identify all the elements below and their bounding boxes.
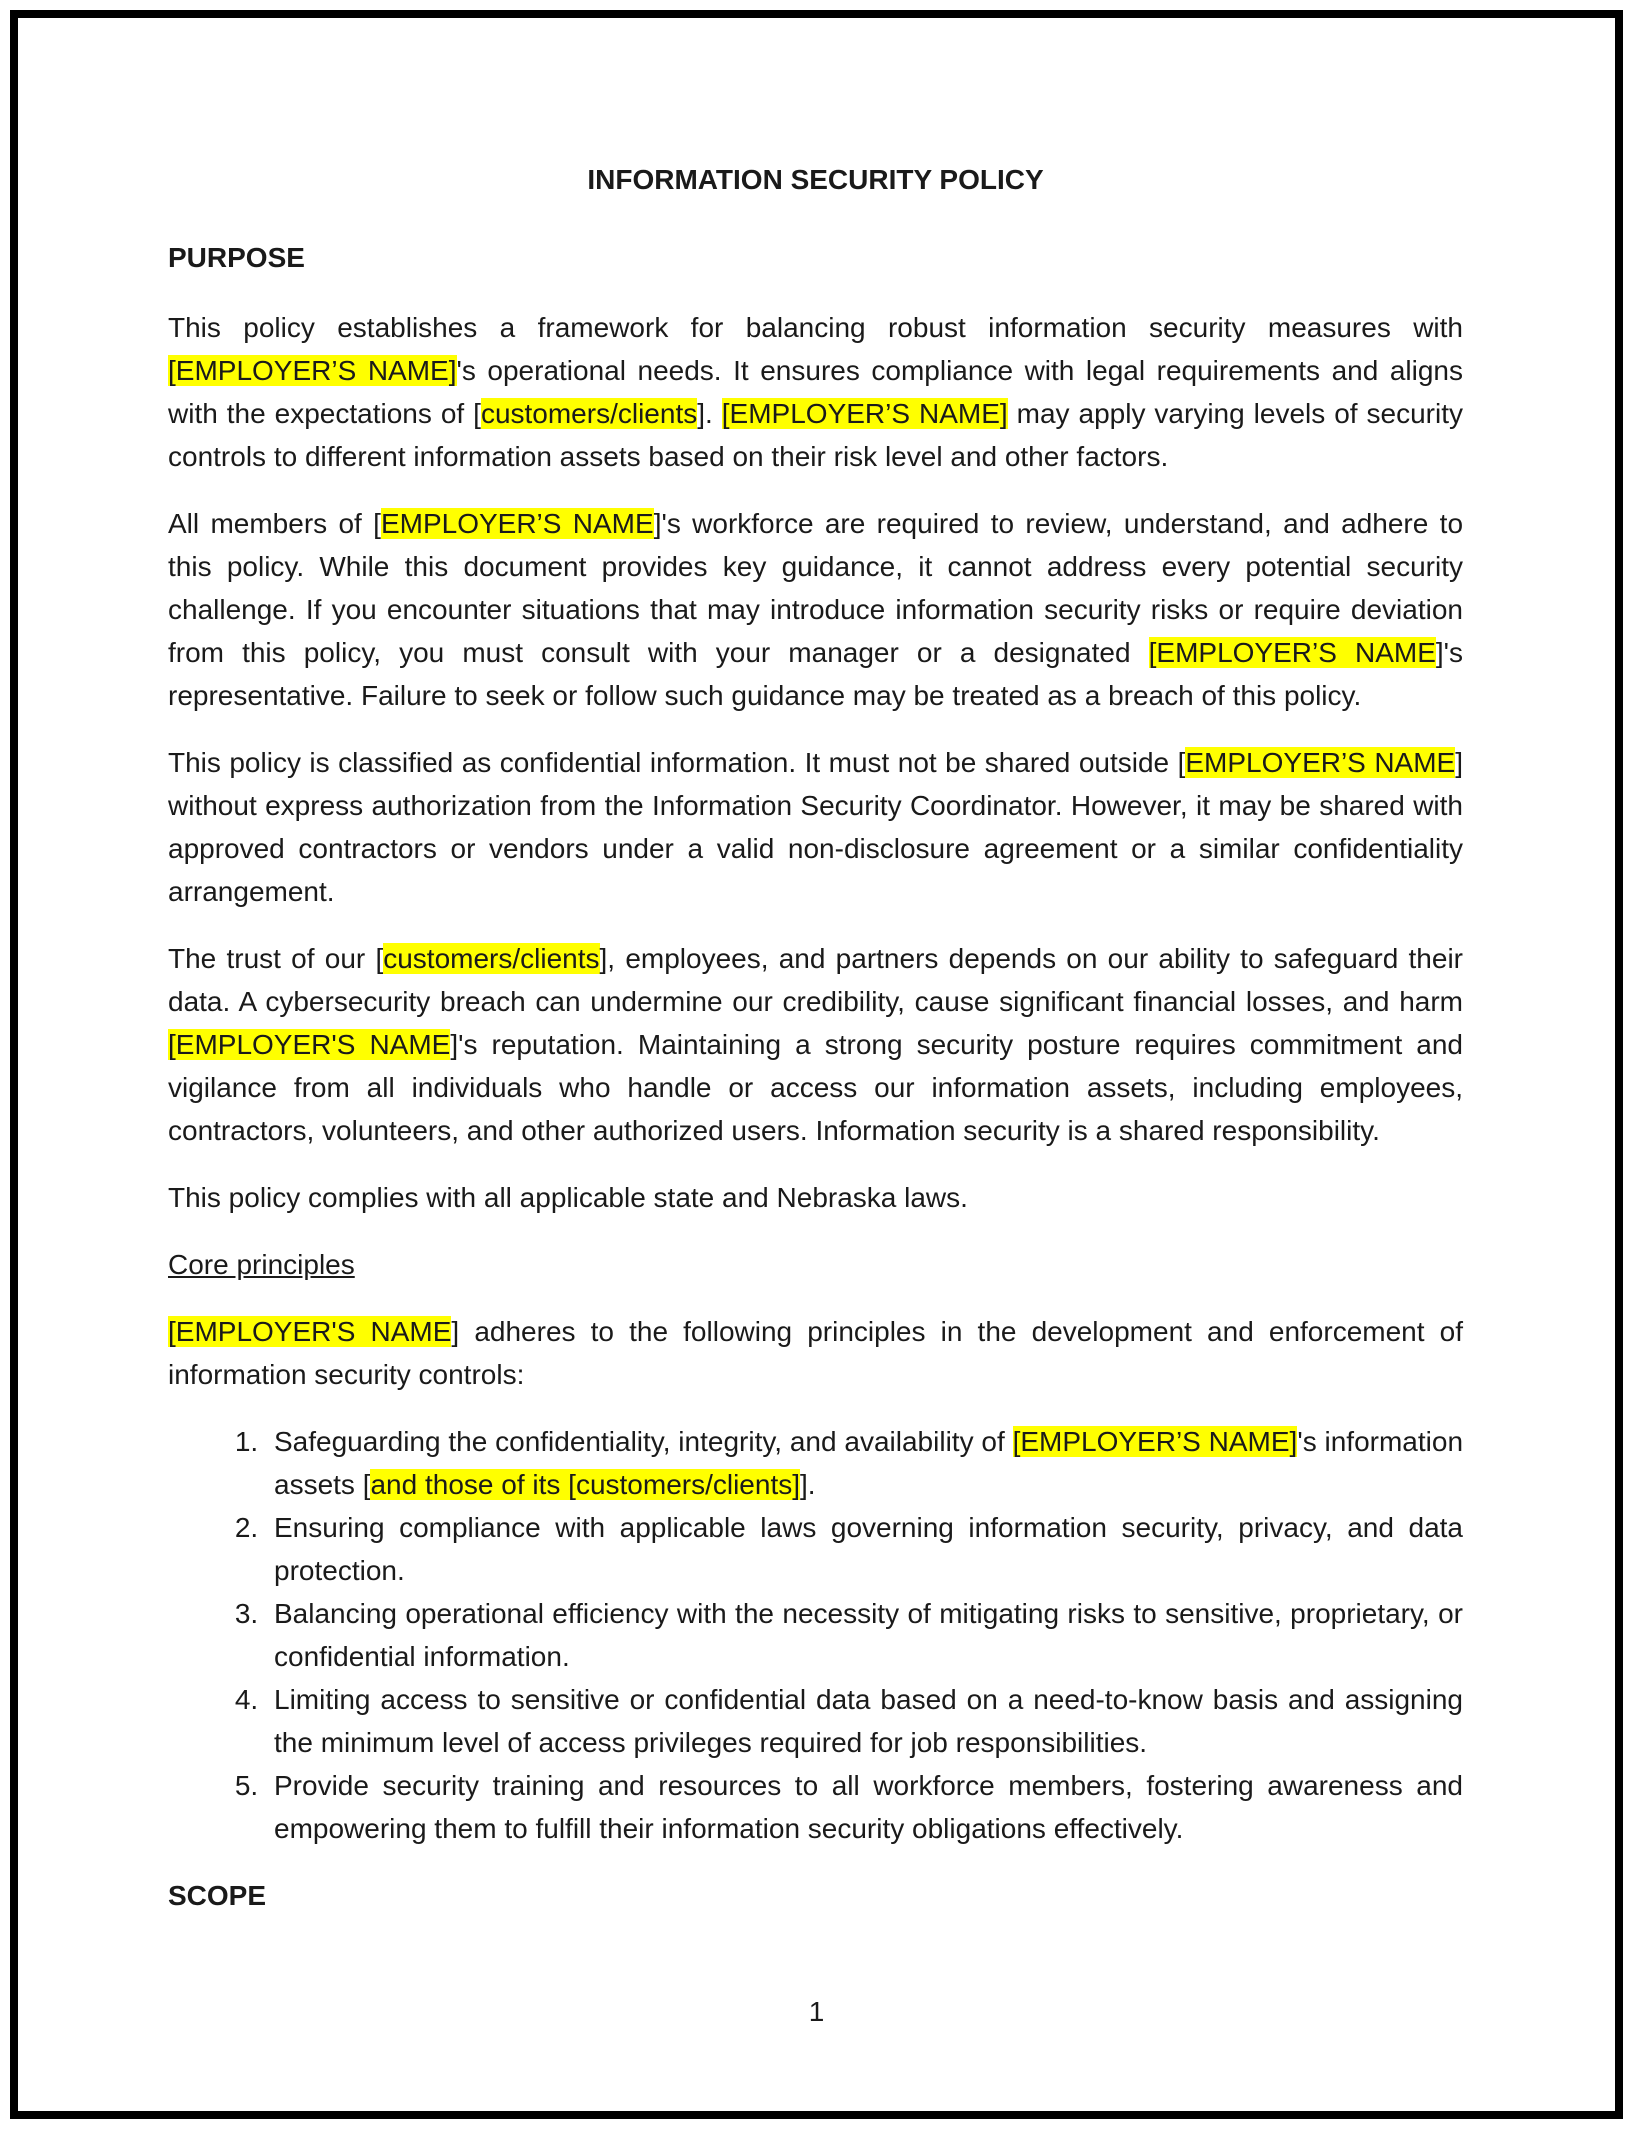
list-item (266, 1420, 1463, 1506)
text-segment: Ensuring compliance with applicable laws governing information security, privacy, and data protection. (274, 1512, 1463, 1586)
paragraph-purpose-2 (168, 502, 1463, 717)
text-segment: This policy establishes a framework for balancing robust information security measures with (168, 312, 1463, 343)
text-segment: This policy complies with all applicable state and Nebraska laws. (168, 1182, 968, 1213)
highlighted-placeholder: EMPLOYER’S NAME (1185, 747, 1456, 778)
paragraph-purpose-5 (168, 1176, 1463, 1219)
highlighted-placeholder: [EMPLOYER’S NAME (1148, 637, 1436, 668)
text-segment: 's information assets [ (274, 1426, 1464, 1500)
text-segment: ], employees, and partners depends on our ability to safeguard their data. A cybersecurity breach can undermine our credibility, cause significant financial losses, and harm (168, 943, 1464, 1017)
text-segment: This policy is classified as confidential information. It must not be shared outside [ (168, 747, 1186, 778)
heading-scope: SCOPE (168, 1880, 267, 1911)
paragraph-purpose-1 (168, 306, 1463, 478)
highlighted-placeholder: [EMPLOYER’S NAME] (721, 398, 1008, 429)
text-segment: All members of [ (168, 508, 381, 539)
list-item (266, 1592, 1463, 1678)
text-segment: The trust of our [ (168, 943, 384, 974)
text-segment: Safeguarding the confidentiality, integrity, and availability of (274, 1426, 1013, 1457)
text-segment: ]. (800, 1469, 816, 1500)
highlighted-placeholder: [EMPLOYER’S NAME] (168, 355, 457, 386)
text-segment: Balancing operational efficiency with the necessity of mitigating risks to sensitive, proprietary, or confidential information. (274, 1598, 1463, 1672)
highlighted-placeholder: EMPLOYER’S NAME (380, 508, 654, 539)
highlighted-placeholder: [EMPLOYER’S NAME] (1012, 1426, 1298, 1457)
highlighted-placeholder: [EMPLOYER'S NAME (168, 1029, 451, 1060)
highlighted-placeholder: customers/clients (383, 943, 600, 974)
paragraph-purpose-3 (168, 741, 1463, 913)
text-segment: Limiting access to sensitive or confidential data based on a need-to-know basis and assigning the minimum level of access privileges required for job responsibilities. (274, 1684, 1463, 1758)
highlighted-placeholder: and those of its [customers/clients] (370, 1469, 801, 1500)
text-segment: ]'s reputation. Maintaining a strong security posture requires commitment and vigilance from all individuals who handle or access our information assets, including employees, contractors, volunteers, and other authorized users. Information security is a shared responsibility. (168, 1029, 1463, 1146)
list-item (266, 1678, 1463, 1764)
highlighted-placeholder: customers/clients (480, 398, 698, 429)
text-segment: ] adheres to the following principles in the development and enforcement of information security controls: (168, 1316, 1463, 1390)
document-title: INFORMATION SECURITY POLICY (587, 164, 1044, 195)
text-segment: 's operational needs. It ensures compliance with legal requirements and aligns with the expectations of [ (168, 355, 1464, 429)
text-segment: Provide security training and resources to all workforce members, fostering awareness and empowering them to fulfill their information security obligations effectively. (274, 1770, 1463, 1844)
core-principles-list (168, 1420, 1463, 1850)
page-number: 1 (808, 1996, 825, 2027)
text-segment: ] without express authorization from the Information Security Coordinator. However, it may be shared with approved contractors or vendors under a valid non-disclosure agreement or a similar confidentiality arrangement. (168, 747, 1463, 907)
heading-purpose: PURPOSE (168, 242, 305, 273)
page-footer (0, 1995, 1633, 2029)
text-segment: ]'s workforce are required to review, understand, and adhere to this policy. While this document provides key guidance, it cannot address every potential security challenge. If you encounter situations that may introduce information security risks or require deviation from this policy, you must consult with your manager or a designated (168, 508, 1464, 668)
heading-core-principles: Core principles (168, 1249, 355, 1280)
text-segment: ]'s representative. Failure to seek or follow such guidance may be treated as a breach of this policy. (168, 637, 1464, 711)
paragraph-purpose-4 (168, 937, 1463, 1152)
list-item (266, 1506, 1463, 1592)
text-segment: ]. (697, 398, 722, 429)
text-segment: may apply varying levels of security controls to different information assets based on their risk level and other factors. (168, 398, 1463, 472)
list-item (266, 1764, 1463, 1850)
highlighted-placeholder: [EMPLOYER'S NAME (168, 1316, 452, 1347)
paragraph-core-principles-intro (168, 1310, 1463, 1396)
